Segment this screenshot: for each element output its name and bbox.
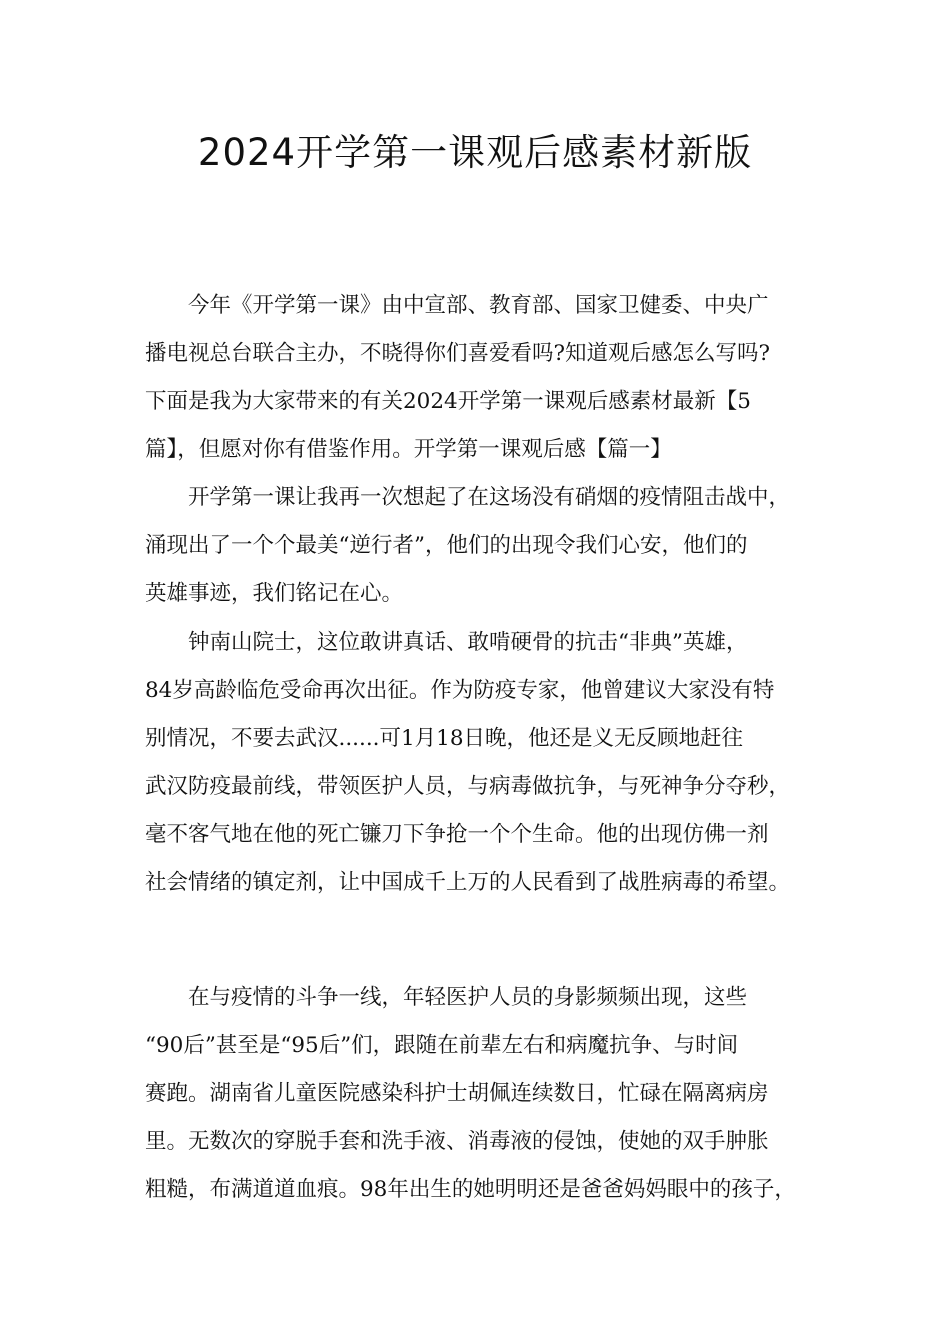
paragraph-line: 毫不客气地在他的死亡镰刀下争抢一个个生命。他的出现仿佛一剂 (145, 822, 769, 847)
paragraph-heroes (145, 474, 827, 618)
paragraph-line: “90后”甚至是“95后”们，跟随在前辈左右和病魔抗争、与时间 (145, 1033, 739, 1058)
paragraph-line: 篇】，但愿对你有借鉴作用。开学第一课观后感【篇一】 (145, 437, 672, 462)
document-title: 2024开学第一课观后感素材新版 (197, 131, 753, 174)
paragraph-line: 84岁高龄临危受命再次出征。作为防疫专家，他曾建议大家没有特 (145, 678, 775, 703)
paragraph-line: 武汉防疫最前线，带领医护人员，与病毒做抗争，与死神争分夺秒， (145, 774, 791, 799)
paragraph-line: 社会情绪的镇定剂，让中国成千上万的人民看到了战胜病毒的希望。 (145, 870, 791, 895)
paragraph-line: 粗糙，布满道道血痕。98年出生的她明明还是爸爸妈妈眼中的孩子， (145, 1177, 796, 1202)
paragraph-line: 在与疫情的斗争一线，年轻医护人员的身影频频出现，这些 (145, 985, 748, 1010)
paragraph-line: 涌现出了一个个最美“逆行者”，他们的出现令我们心安，他们的 (145, 533, 748, 558)
paragraph-line: 赛跑。湖南省儿童医院感染科护士胡佩连续数日，忙碌在隔离病房 (145, 1081, 769, 1106)
paragraph-zhong-nanshan (145, 619, 827, 907)
paragraph-line: 播电视总台联合主办，不晓得你们喜爱看吗?知道观后感怎么写吗? (145, 341, 771, 366)
paragraph-intro (145, 282, 827, 474)
paragraph-line: 别情况，不要去武汉......可1月18日晚，他还是义无反顾地赶往 (145, 726, 744, 751)
paragraph-line: 今年《开学第一课》由中宣部、教育部、国家卫健委、中央广 (145, 293, 769, 318)
paragraph-young-medics (145, 974, 827, 1214)
paragraph-line: 开学第一课让我再一次想起了在这场没有硝烟的疫情阻击战中， (145, 485, 791, 510)
paragraph-line: 钟南山院士，这位敢讲真话、敢啃硬骨的抗击“非典”英雄， (145, 630, 748, 655)
paragraph-line: 里。无数次的穿脱手套和洗手液、消毒液的侵蚀，使她的双手肿胀 (145, 1129, 769, 1154)
paragraph-line: 英雄事迹，我们铭记在心。 (145, 581, 404, 606)
paragraph-line: 下面是我为大家带来的有关2024开学第一课观后感素材最新【5 (145, 389, 751, 414)
